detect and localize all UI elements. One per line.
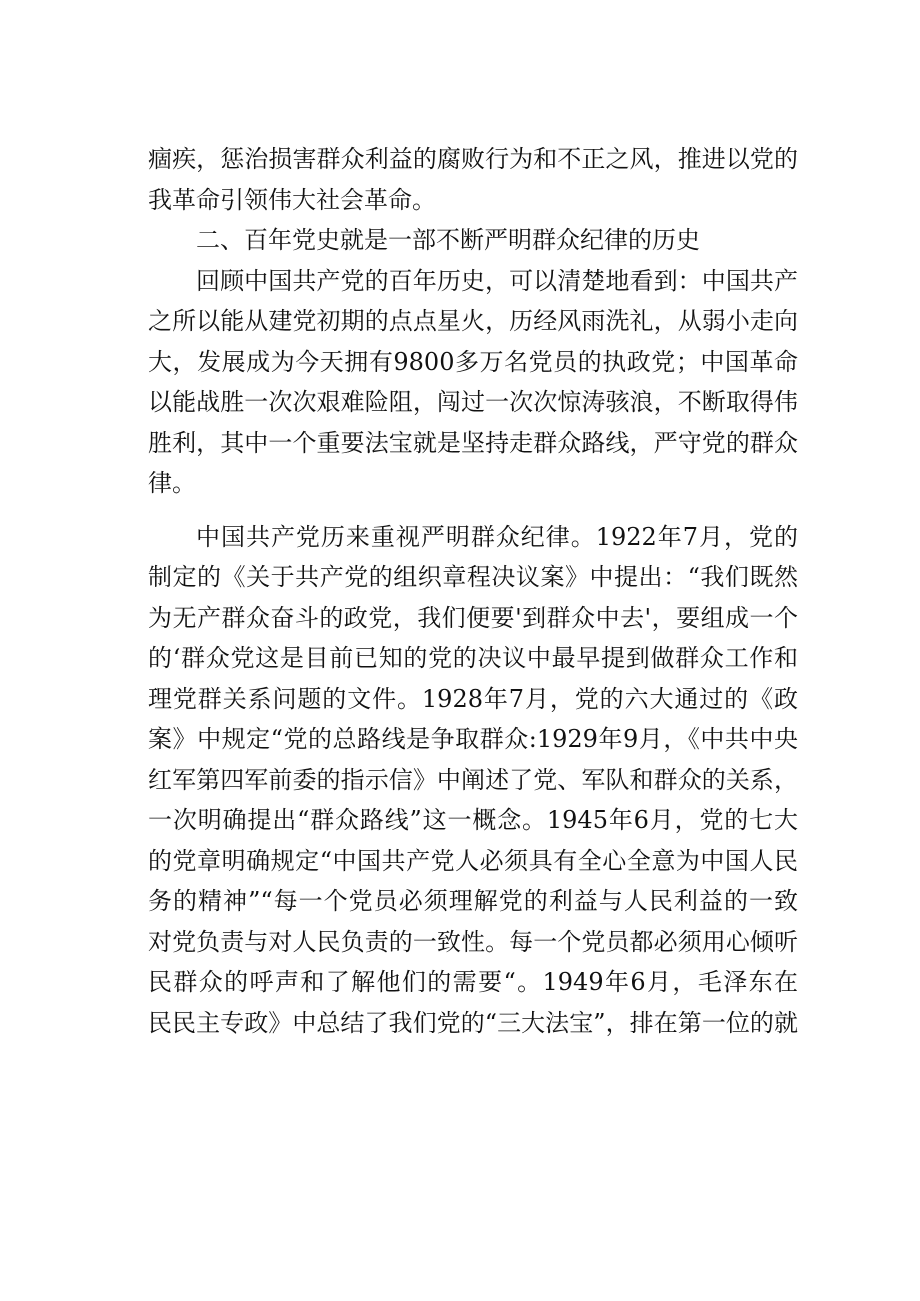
text-line: 以能战胜一次次艰难险阻，闯过一次次惊涛骇浪，不断取得伟 xyxy=(148,388,798,416)
text-line: 红军第四军前委的指示信》中阐述了党、军队和群众的关系， xyxy=(148,765,798,794)
text-line: 一次明确提出“群众路线”这一概念。1945年6月，党的七大 xyxy=(148,806,798,834)
text-line: 民民主专政》中总结了我们党的“三大法宝”，排在第一位的就 xyxy=(148,1008,798,1037)
text-line: 为无产群众奋斗的政党，我们便要'到群众中去'，要组成一个 xyxy=(148,603,798,632)
text-line: 中国共产党历来重视严明群众纪律。1922年7月，党的 xyxy=(196,522,798,551)
text-line: 之所以能从建党初期的点点星火，历经风雨洗礼，从弱小走向 xyxy=(148,307,798,335)
text-line: 案》中规定“党的总路线是争取群众:1929年9月，《中共中央 xyxy=(148,725,798,753)
document-body xyxy=(148,139,798,1043)
text-line: 制定的《关于共产党的组织章程决议案》中提出：“我们既然 xyxy=(148,563,798,591)
text-line: 务的精神”“每一个党员必须理解党的利益与人民利益的一致 xyxy=(148,887,798,915)
text-line: 对党负责与对人民负责的一致性。每一个党员都必须用心倾听 xyxy=(148,927,798,956)
text-line: 理党群关系问题的文件。1928年7月，党的六大通过的《政 xyxy=(148,684,798,713)
paragraph-continuation xyxy=(148,139,798,220)
text-line: 回顾中国共产党的百年历史，可以清楚地看到：中国共产 xyxy=(196,266,798,295)
paragraph-review-history xyxy=(148,261,798,504)
text-line: 的党章明确规定“中国共产党人必须具有全心全意为中国人民 xyxy=(148,846,798,875)
text-line: 痼疾，惩治损害群众利益的腐败行为和不正之风，推进以党的 xyxy=(148,145,798,173)
text-line: 的‘群众党这是目前已知的党的决议中最早提到做群众工作和 xyxy=(148,644,798,672)
paragraph-spacer xyxy=(148,504,798,517)
text-line: 律。 xyxy=(148,469,196,497)
paragraph-mass-discipline xyxy=(148,517,798,1044)
text-line: 大，发展成为今天拥有9800多万名党员的执政党；中国革命 xyxy=(148,347,798,376)
text-line: 胜利，其中一个重要法宝就是坚持走群众路线，严守党的群众 xyxy=(148,428,798,457)
text-line: 我革命引领伟大社会革命。 xyxy=(148,185,436,214)
section-heading: 二、百年党史就是一部不断严明群众纪律的历史 xyxy=(196,226,700,254)
text-line: 民群众的呼声和了解他们的需要“。1949年6月，毛泽东在 xyxy=(148,968,798,996)
